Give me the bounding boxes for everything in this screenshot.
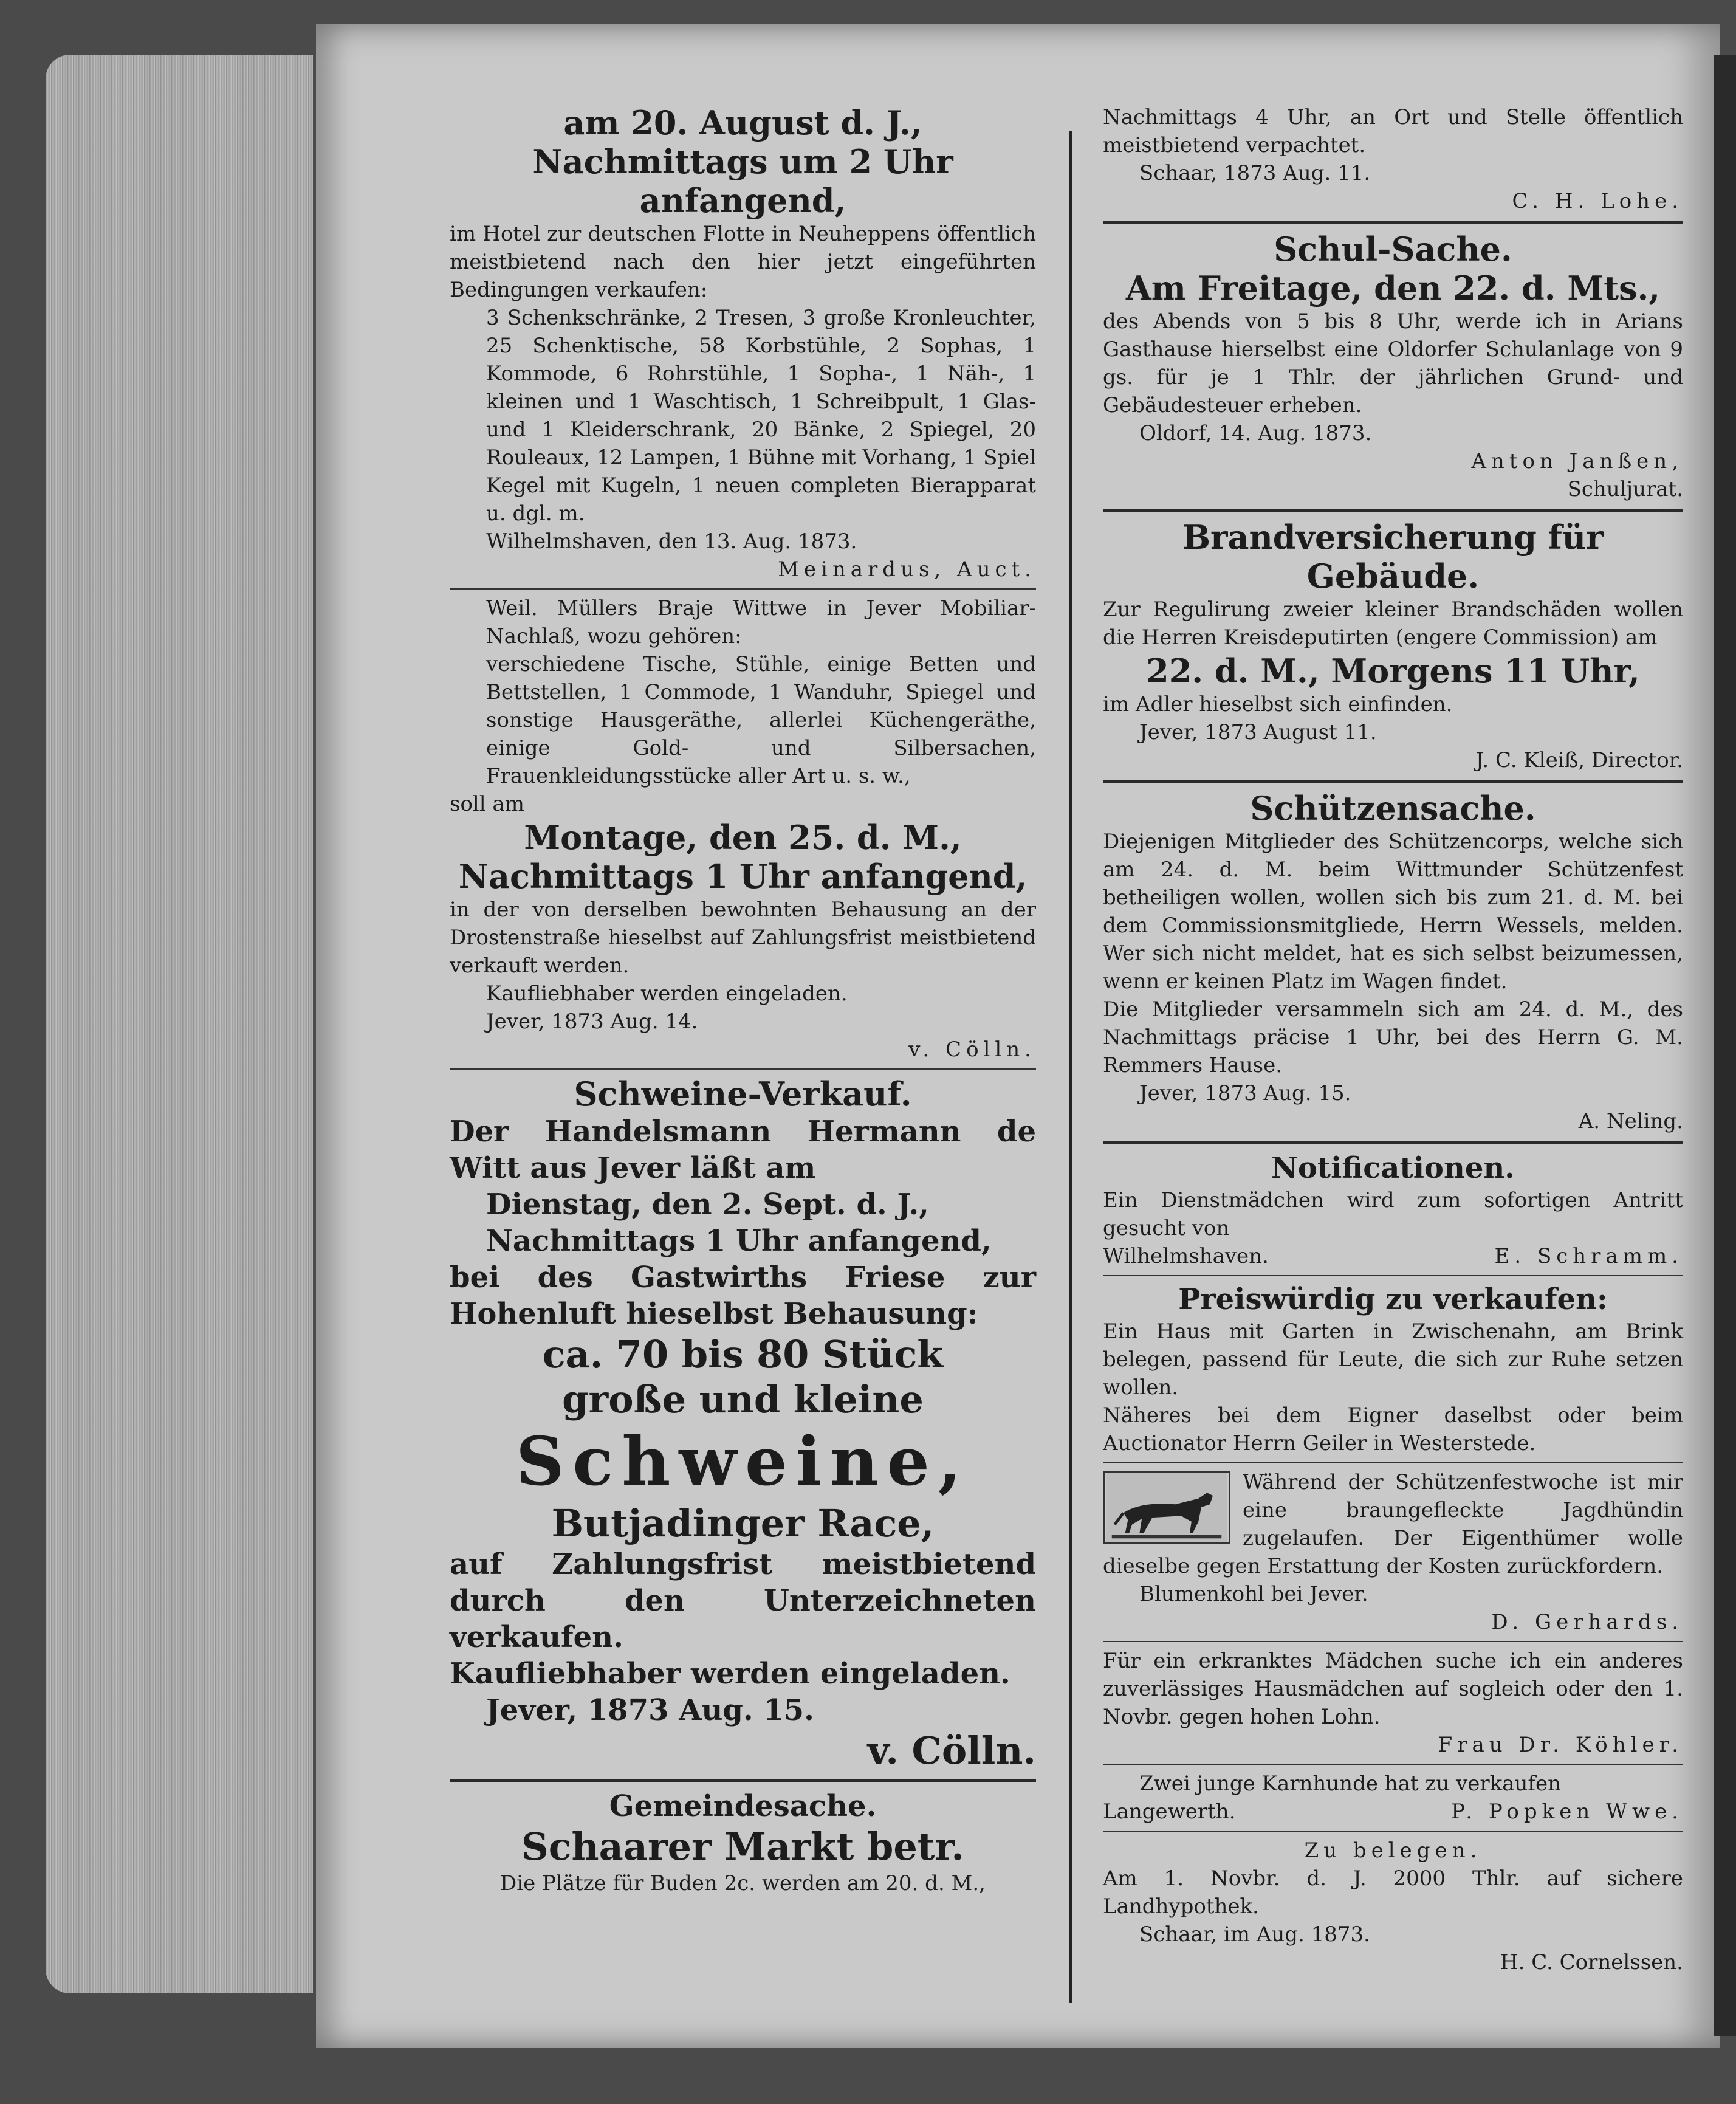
ad-title: Schul-Sache. <box>1274 230 1512 269</box>
dogs-for-sale-ad <box>1103 1770 1683 1826</box>
ad-signature: A. Neling. <box>1578 1109 1683 1133</box>
separator <box>1103 1141 1683 1144</box>
ad-signature: Anton Janßen, <box>1471 449 1683 473</box>
separator <box>1103 1764 1683 1765</box>
ad-terms: auf Zahlungsfrist meistbietend durch den Unterzeichneten verkaufen. <box>450 1547 1036 1654</box>
ad-body: des Abends von 5 bis 8 Uhr, werde ich in Arians Gasthause hierselbst eine Oldorfer Schulanlage von 9 gs. für je 1 Thlr. der jährlichen Grund- und Gebäudesteuer erheben. <box>1103 309 1683 418</box>
ad-body: im Hotel zur deutschen Flotte in Neuheppens öffentlich meistbietend nach den hier jetzt eingeführten Bedingungen verkaufen: <box>450 222 1036 302</box>
ad-place-date: Jever, 1873 Aug. 14. <box>486 1009 698 1034</box>
ad-body-2: Die Mitglieder versammeln sich am 24. d. M., des Nachmittags präcise 1 Uhr, bei des Herrn G. M. Remmers Hause. <box>1103 997 1683 1078</box>
ad-role: Schuljurat. <box>1567 477 1683 501</box>
ad-body: Nachmittags 4 Uhr, an Ort und Stelle öffentlich meistbietend verpachtet. <box>1103 105 1683 157</box>
pig-sale-ad <box>450 1074 1036 1773</box>
ad-signature: Frau Dr. Köhler. <box>1438 1733 1683 1757</box>
maid-wanted-ad <box>1103 1647 1683 1759</box>
separator <box>1103 780 1683 783</box>
ad-signature: Meinardus, Auct. <box>778 557 1036 582</box>
ad-intro: Der Handelsmann Hermann de Witt aus Jever läßt am <box>450 1115 1036 1185</box>
ad-body: Zwei junge Karnhunde hat zu verkaufen <box>1139 1772 1561 1796</box>
ad-body: in der von derselben bewohnten Behausung an der Drostenstraße hieselbst auf Zahlungsfrist meistbietend verkauft werden. <box>450 898 1036 978</box>
ad-items: verschiedene Tische, Stühle, einige Betten und Bettstellen, 1 Commode, 1 Wanduhr, Spiegel und sonstige Hausgeräthe, allerlei Küchengeräthe, einige Gold- und Silbersachen, Frauenkleidungsstücke aller Art u. s. w., <box>486 652 1036 788</box>
ad-body: Während der Schützenfestwoche ist mir eine braungefleckte Jagdhündin zugelaufen. Der Eigenthümer wolle dieselbe gegen Erstattung der Kosten zurückfordern. <box>1103 1470 1683 1578</box>
ad-breed: Butjadinger Race, <box>551 1501 935 1545</box>
ad-size: große und kleine <box>562 1377 924 1422</box>
ad-title: Schweine-Verkauf. <box>574 1074 912 1113</box>
separator <box>1103 1641 1683 1642</box>
next-page-edge <box>1714 55 1736 2036</box>
ad-signature: D. Gerhards. <box>1491 1610 1683 1634</box>
ad-place <box>1103 1798 1683 1826</box>
ad-place: bei des Gastwirths Friese zur Hohenluft hieselbst Behausung: <box>450 1260 1036 1331</box>
left-column <box>450 103 1036 1897</box>
ad-body: Zur Regulirung zweier kleiner Brandschäden wollen die Herren Kreisdeputirten (engere Commission) am <box>1103 597 1683 650</box>
separator <box>1103 1462 1683 1463</box>
ad-signature: P. Popken Wwe. <box>1451 1800 1683 1824</box>
ad-time-line: Nachmittags 1 Uhr anfangend, <box>486 1224 992 1258</box>
shooting-club-notice <box>1103 789 1683 1135</box>
ad-title: Schaarer Markt betr. <box>521 1824 964 1869</box>
ad-signature: C. H. Lohe. <box>1512 189 1683 213</box>
ad-title: Zu belegen. <box>1304 1838 1482 1863</box>
market-notice <box>450 1788 1036 1897</box>
ad-title: Notificationen. <box>1271 1151 1515 1185</box>
ad-date-line: am 20. August d. J., <box>563 103 922 142</box>
ad-signature: H. C. Cornelssen. <box>1500 1950 1683 1975</box>
separator <box>450 1068 1036 1070</box>
ad-place-date: Jever, 1873 Aug. 15. <box>1139 1081 1351 1105</box>
ad-label: Gemeindesache. <box>609 1789 877 1823</box>
fire-insurance-notice <box>1103 518 1683 774</box>
separator <box>1103 509 1683 512</box>
ad-place-date: Jever, 1873 August 11. <box>1139 720 1377 744</box>
ad-invite: Kaufliebhaber werden eingeladen. <box>486 982 848 1006</box>
ad-place-date: Wilhelmshaven, den 13. Aug. 1873. <box>486 529 857 554</box>
auction-ad-neuheppens <box>450 103 1036 583</box>
ad-intro: Weil. Müllers Braje Wittwe in Jever Mobiliar-Nachlaß, wozu gehören: <box>486 596 1036 648</box>
ad-date-line: Am Freitage, den 22. d. Mts., <box>1125 269 1661 308</box>
separator <box>450 588 1036 590</box>
ad-title: Preiswürdig zu verkaufen: <box>1178 1282 1608 1316</box>
mortgage-ad <box>1103 1837 1683 1976</box>
ad-date-line: Dienstag, den 2. Sept. d. J., <box>486 1188 929 1222</box>
ad-body-2: Näheres bei dem Eigner daselbst oder beim Auctionator Herrn Geiler in Westerstede. <box>1103 1403 1683 1456</box>
ad-place-date: Oldorf, 14. Aug. 1873. <box>1139 421 1372 445</box>
book-page-edges <box>46 55 313 1993</box>
ad-place: Blumenkohl bei Jever. <box>1139 1582 1368 1606</box>
ad-place-date: Schaar, 1873 Aug. 11. <box>1139 161 1371 185</box>
ad-title: Schützensache. <box>1250 789 1536 828</box>
ad-signature: v. Cölln. <box>867 1728 1036 1773</box>
ad-items: 3 Schenkschränke, 2 Tresen, 3 große Kronleuchter, 25 Schenktische, 58 Korbstühle, 2 Sophas, 1 Kommode, 6 Rohrstühle, 1 Sopha-, 1 Näh-, 1 kleinen und 1 Waschtisch, 1 Schreibpult, 1 Glas- und 1 Kleiderschrank, 20 Bänke, 2 Spiegel, 20 Rouleaux, 12 Lampen, 1 Bühne mit Vorhang, 1 Spiel Kegel mit Kugeln, 1 neuen completen Bierapparat u. dgl. m. <box>486 306 1036 526</box>
found-dog-ad <box>1103 1468 1683 1636</box>
ad-body: Am 1. Novbr. d. J. 2000 Thlr. auf sichere Landhypothek. <box>1103 1866 1683 1919</box>
ad-date-line: Montage, den 25. d. M., <box>524 818 962 857</box>
ad-title: Brandversicherung für Gebäude. <box>1182 518 1604 596</box>
ad-place-date: Schaar, im Aug. 1873. <box>1139 1922 1370 1947</box>
house-sale-ad <box>1103 1281 1683 1457</box>
school-notice <box>1103 230 1683 503</box>
ad-body: Diejenigen Mitglieder des Schützencorps, welche sich am 24. d. M. beim Wittmunder Schützenfest betheiligen wollen, wollen sich bis zum 21. d. M. bei dem Commissionsmitgliede, Herrn Wessels, melden. Wer sich nicht meldet, hat es sich selbst beizumessen, wenn er keinen Platz im Wagen findet. <box>1103 830 1683 994</box>
ad-place: im Adler hieselbst sich einfinden. <box>1103 692 1453 717</box>
ad-signature: J. C. Kleiß, Director. <box>1475 748 1683 772</box>
separator <box>450 1779 1036 1782</box>
notifications <box>1103 1150 1683 1270</box>
separator <box>1103 1275 1683 1276</box>
ad-place-date: Jever, 1873 Aug. 15. <box>486 1693 814 1727</box>
ad-date-line: 22. d. M., Morgens 11 Uhr, <box>1146 651 1640 690</box>
ad-count: ca. 70 bis 80 Stück <box>542 1332 944 1377</box>
ad-place-name: Langewerth. <box>1103 1800 1236 1824</box>
lease-notice <box>1103 103 1683 215</box>
ad-body: Die Plätze für Buden 2c. werden am 20. d. M., <box>500 1871 986 1896</box>
ad-signature: v. Cölln. <box>908 1037 1036 1062</box>
ad-body: Für ein erkranktes Mädchen suche ich ein anderes zuverlässiges Hausmädchen auf sogleich oder den 1. Novbr. gegen hohen Lohn. <box>1103 1649 1683 1729</box>
ad-body: Ein Haus mit Garten in Zwischenahn, am Brink belegen, passend für Leute, die sich zur Ruhe setzen wollen. <box>1103 1319 1683 1400</box>
ad-place-name: Wilhelmshaven. <box>1103 1244 1269 1268</box>
ad-invite: Kaufliebhaber werden eingeladen. <box>450 1657 1010 1691</box>
ad-signature: E. Schramm. <box>1494 1244 1683 1268</box>
column-divider <box>1069 131 1072 2003</box>
dog-icon <box>1103 1471 1230 1544</box>
ad-time-line: Nachmittags 1 Uhr anfangend, <box>458 857 1028 896</box>
separator <box>1103 1831 1683 1832</box>
ad-place <box>1103 1242 1683 1270</box>
ad-time-line: Nachmittags um 2 Uhr anfangend, <box>532 142 953 220</box>
auction-ad-jever-estate <box>450 594 1036 1064</box>
ad-body: Ein Dienstmädchen wird zum sofortigen Antritt gesucht von <box>1103 1188 1683 1240</box>
ad-word-schweine: Schweine, <box>515 1422 970 1501</box>
separator <box>1103 221 1683 224</box>
ad-soll-am: soll am <box>450 792 524 816</box>
right-column <box>1103 103 1683 1976</box>
